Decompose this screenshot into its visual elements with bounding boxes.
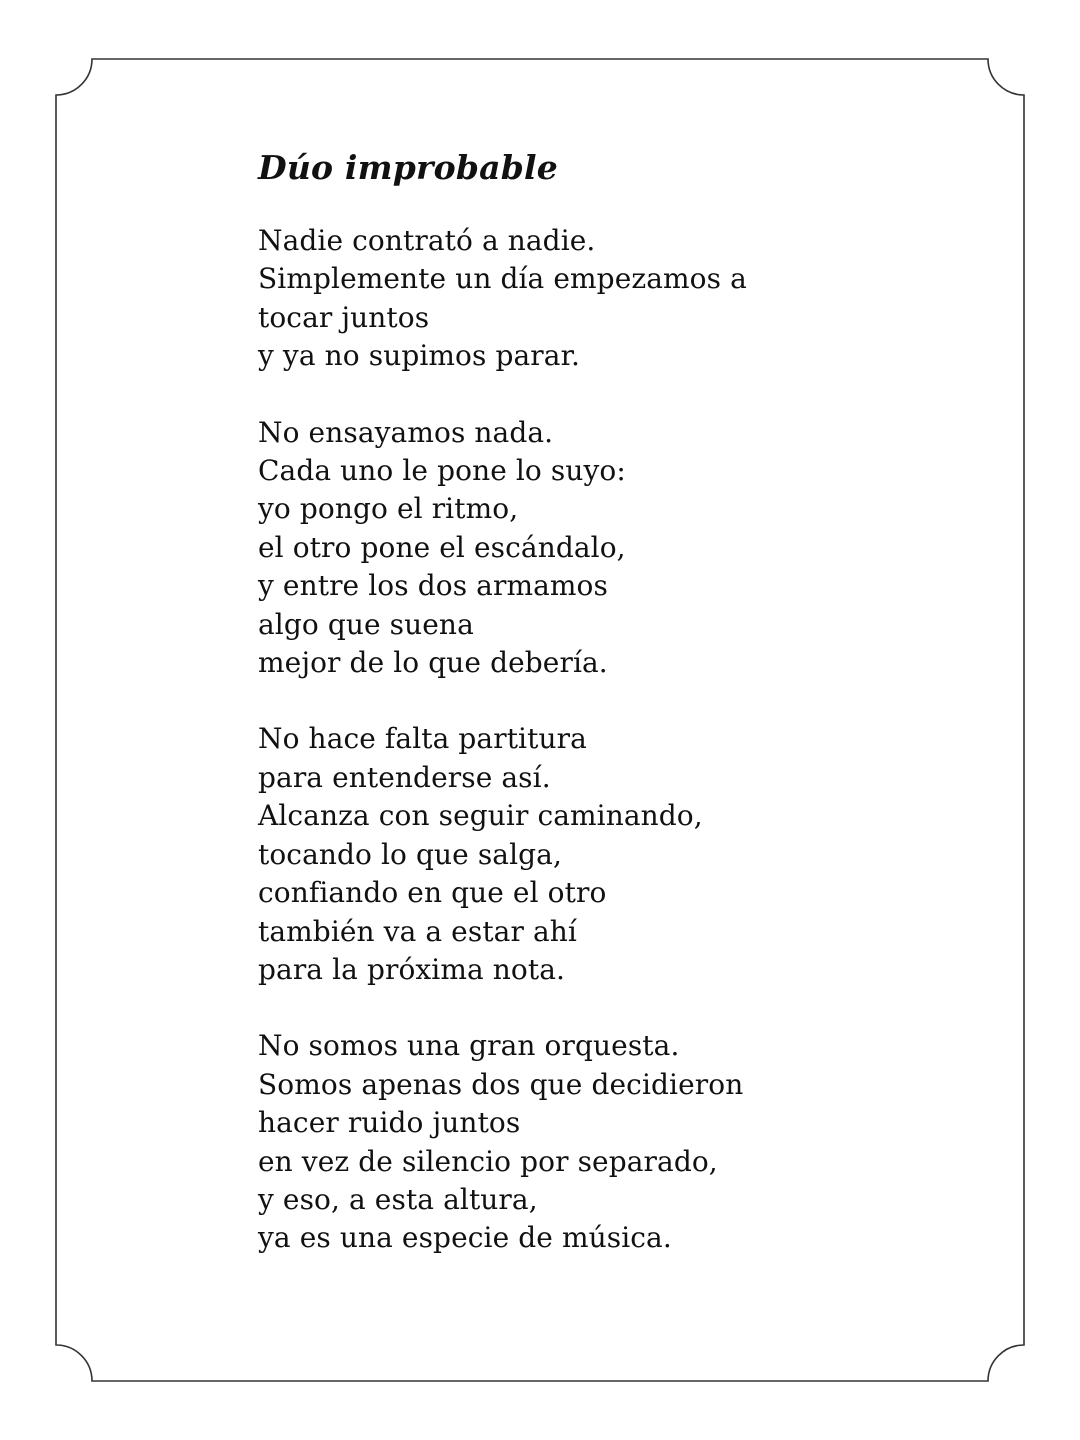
poem-line: No hace falta partitura (258, 722, 587, 756)
poem-line: tocando lo que salga, (258, 837, 562, 871)
poem-line: y entre los dos armamos (258, 569, 608, 603)
poem-line: mejor de lo que debería. (258, 646, 608, 680)
stanza-3 (258, 720, 978, 989)
poem-line: Simplemente un día empezamos a (258, 262, 747, 296)
poem-line: ya es una especie de música. (258, 1221, 672, 1255)
poem-line: el otro pone el escándalo, (258, 530, 626, 564)
poem-line: para la próxima nota. (258, 952, 566, 986)
poem-line: tocar juntos (258, 300, 430, 334)
poem (258, 146, 978, 1258)
poem-line: algo que suena (258, 607, 474, 641)
poem-line: también va a estar ahí (258, 914, 577, 948)
poem-line: hacer ruido juntos (258, 1106, 521, 1140)
poem-line: Nadie contrató a nadie. (258, 224, 596, 257)
poem-line: y ya no supimos parar. (258, 339, 580, 373)
poem-title: Dúo improbable (258, 148, 558, 187)
poem-line: Alcanza con seguir caminando, (258, 799, 703, 833)
poem-line: Somos apenas dos que decidieron (258, 1067, 744, 1101)
poem-line: y eso, a esta altura, (258, 1182, 538, 1216)
poem-line: en vez de silencio por separado, (258, 1144, 718, 1178)
poem-line: para entenderse así. (258, 760, 551, 794)
stanza-4 (258, 1027, 978, 1257)
poem-line: yo pongo el ritmo, (258, 492, 519, 526)
stanza-1 (258, 222, 978, 376)
poem-line: No ensayamos nada. (258, 415, 554, 449)
poem-line: confiando en que el otro (258, 876, 607, 910)
poem-line: Cada uno le pone lo suyo: (258, 454, 626, 488)
stanza-2 (258, 414, 978, 683)
poem-line: No somos una gran orquesta. (258, 1029, 680, 1063)
